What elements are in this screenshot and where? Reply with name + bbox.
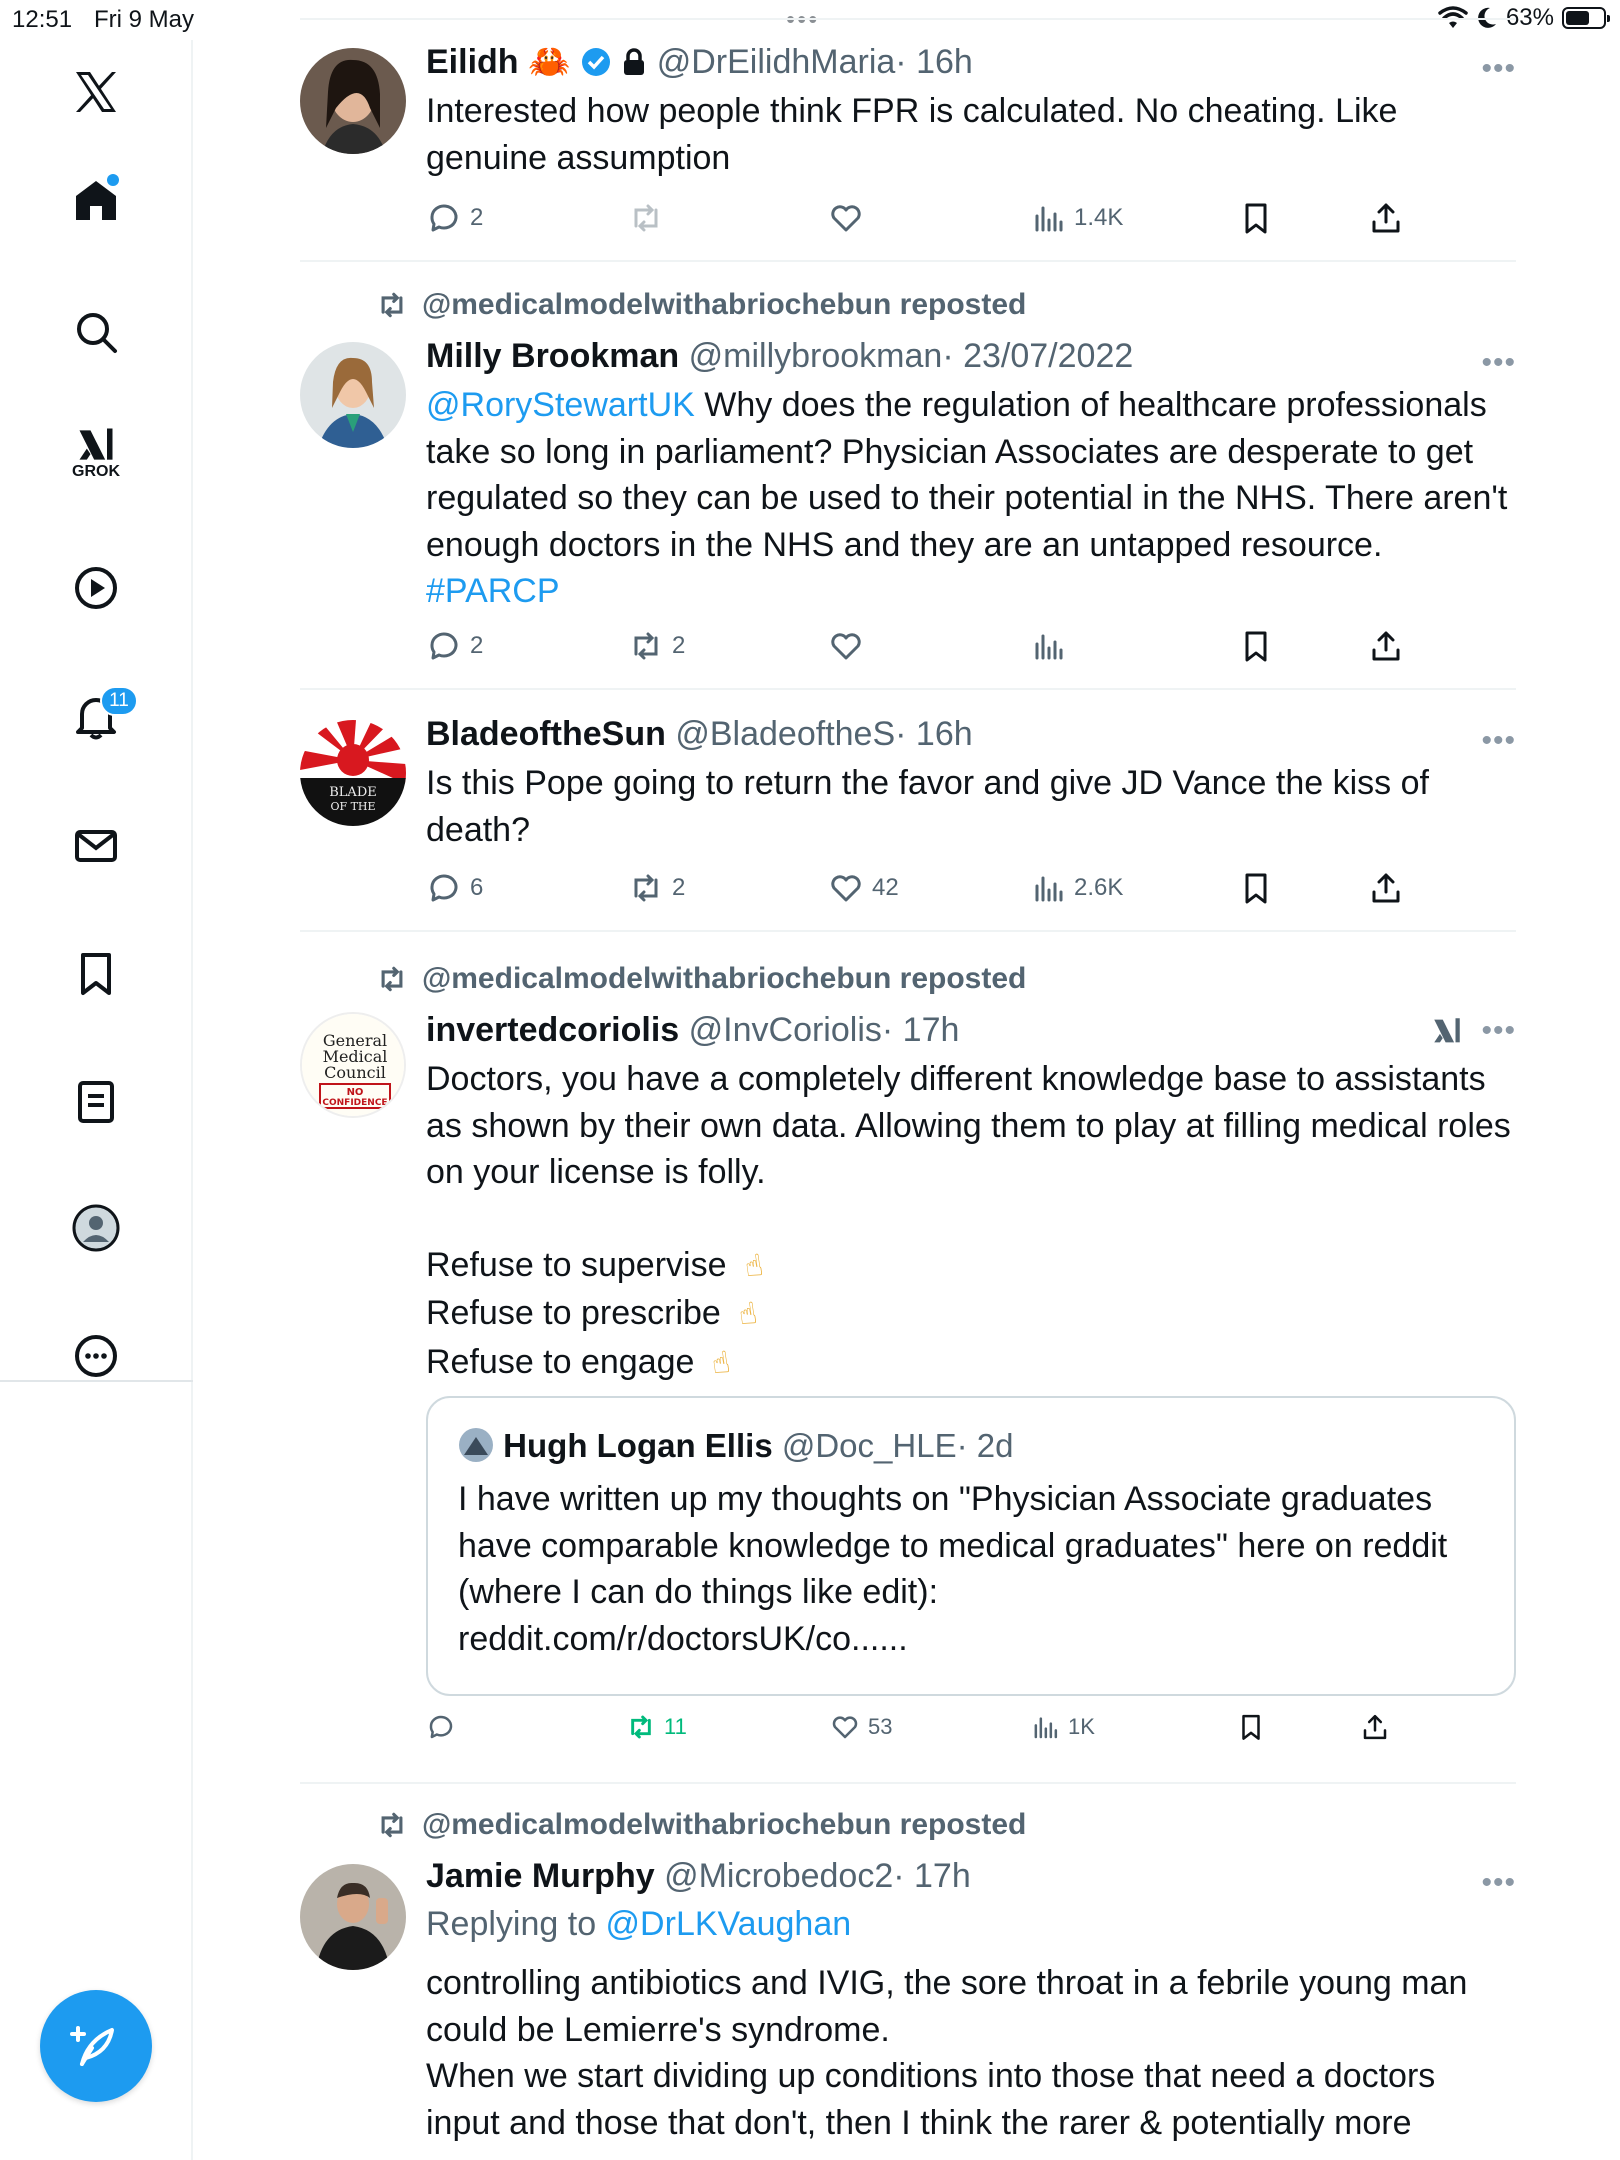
repost-button[interactable] bbox=[628, 870, 685, 906]
repost-icon bbox=[376, 289, 408, 321]
repost-button[interactable] bbox=[628, 200, 664, 236]
middle-finger-emoji: ☝ bbox=[710, 1345, 733, 1381]
post-text bbox=[426, 1960, 1516, 2146]
views-count: 2.6K bbox=[1074, 874, 1124, 901]
sidebar-divider bbox=[0, 1380, 193, 1382]
reply-icon bbox=[426, 628, 462, 664]
views-icon bbox=[1030, 1712, 1060, 1742]
nav-search[interactable] bbox=[56, 292, 136, 372]
repost-button[interactable] bbox=[626, 1712, 687, 1742]
repost-icon bbox=[628, 870, 664, 906]
like-count: 42 bbox=[872, 874, 899, 901]
post-time: · 16h bbox=[895, 43, 973, 81]
post-time: · 23/07/2022 bbox=[942, 337, 1134, 375]
list-line: Refuse to prescribe ☝ bbox=[426, 1290, 1516, 1339]
author-name[interactable]: invertedcoriolis bbox=[426, 1011, 680, 1049]
repost-label[interactable]: @medicalmodelwithabriochebun reposted bbox=[422, 1808, 1027, 1841]
replying-to-handle[interactable]: @DrLKVaughan bbox=[605, 1905, 852, 1943]
views-count: 1.4K bbox=[1074, 204, 1124, 231]
mail-icon bbox=[72, 822, 120, 870]
replying-to-prefix: Replying to bbox=[426, 1905, 606, 1943]
reply-icon bbox=[426, 1712, 456, 1742]
profile-avatar-icon bbox=[72, 1204, 120, 1252]
quote-text: I have written up my thoughts on "Physician Associate graduates have comparable knowledge to medical graduates" here on reddit (where I can do things like edit): bbox=[458, 1480, 1448, 1611]
repost-count: 2 bbox=[672, 874, 686, 901]
quote-header bbox=[458, 1424, 1484, 1468]
post-header bbox=[426, 1854, 1516, 1898]
nav-video[interactable] bbox=[56, 548, 136, 628]
post[interactable] bbox=[300, 262, 1516, 690]
avatar[interactable] bbox=[300, 720, 406, 826]
middle-finger-emoji: ☝ bbox=[736, 1296, 760, 1333]
post-header bbox=[426, 1008, 1516, 1052]
post-text-paragraph: controlling antibiotics and IVIG, the sore throat in a febrile young man could be Lemierre's syndrome. bbox=[426, 1964, 1468, 2049]
quoted-post[interactable] bbox=[426, 1396, 1516, 1696]
like-button[interactable] bbox=[828, 870, 899, 906]
avatar-text-line-5: CONFIDENCE bbox=[322, 1098, 388, 1108]
repost-icon bbox=[376, 1809, 408, 1841]
quote-link[interactable]: reddit.com/r/doctorsUK/co...... bbox=[458, 1619, 908, 1658]
author-name[interactable]: Jamie Murphy bbox=[426, 1857, 655, 1895]
verified-badge-icon bbox=[580, 46, 612, 78]
views-icon bbox=[1030, 870, 1066, 906]
views-icon bbox=[1030, 200, 1066, 236]
views-button[interactable] bbox=[1030, 870, 1123, 906]
author-handle[interactable]: @DrEilidhMaria bbox=[656, 43, 896, 81]
repost-icon bbox=[628, 200, 664, 236]
mention-link[interactable]: @RoryStewartUK bbox=[426, 386, 695, 424]
post[interactable] bbox=[300, 1784, 1516, 2160]
quote-author-name[interactable]: Hugh Logan Ellis bbox=[503, 1427, 773, 1464]
more-options-icon[interactable]: ••• bbox=[1481, 52, 1516, 85]
post-text: Doctors, you have a completely different knowledge base to assistants as shown by their own data. Allowing them to play at filling medical roles on your license is folly. bbox=[426, 1060, 1511, 1191]
share-icon bbox=[1360, 1712, 1390, 1742]
battery-icon bbox=[1562, 7, 1606, 29]
nav-grok[interactable] bbox=[56, 412, 136, 492]
list-line: Refuse to supervise ☝ bbox=[426, 1242, 1516, 1291]
post-actions bbox=[426, 628, 1516, 676]
share-button[interactable] bbox=[1360, 1712, 1390, 1742]
heart-icon bbox=[830, 1712, 860, 1742]
bookmark-button[interactable] bbox=[1238, 200, 1274, 236]
reply-count: 2 bbox=[470, 632, 484, 659]
post-text-body: Why does the regulation of healthcare professionals take so long in parliament? Physician Associates are desperate to get regulated so they can be used to their potential in the NHS. There aren't enough doctors in the NHS and they are an untapped resource. bbox=[426, 386, 1508, 564]
reply-count: 2 bbox=[470, 204, 484, 231]
avatar-text-line-4: NO bbox=[346, 1087, 364, 1098]
search-icon bbox=[72, 308, 120, 356]
status-time: 12:51 bbox=[12, 6, 73, 33]
avatar-rising-sun bbox=[300, 720, 406, 826]
post-header bbox=[426, 334, 1516, 378]
compose-post-button[interactable] bbox=[40, 1990, 152, 2102]
battery-percent: 63% bbox=[1505, 4, 1554, 31]
lock-icon bbox=[621, 47, 647, 77]
post-actions bbox=[426, 1712, 1516, 1760]
repost-button[interactable] bbox=[628, 628, 685, 664]
bookmark-icon bbox=[1238, 870, 1274, 906]
views-button[interactable] bbox=[1030, 200, 1123, 236]
x-logo-icon bbox=[72, 68, 120, 116]
more-options-icon[interactable]: ••• bbox=[1481, 1014, 1516, 1047]
avatar-text-1: BLADE bbox=[329, 785, 377, 800]
avatar-gmc-logo bbox=[302, 1014, 406, 1118]
x-logo[interactable] bbox=[56, 52, 136, 132]
avatar-photo bbox=[300, 48, 406, 154]
avatar[interactable] bbox=[300, 48, 406, 154]
nav-home[interactable] bbox=[56, 160, 136, 240]
heart-icon bbox=[828, 200, 864, 236]
post-time: · 17h bbox=[881, 1011, 960, 1049]
share-button[interactable] bbox=[1368, 628, 1404, 664]
reply-button[interactable] bbox=[426, 870, 483, 906]
nav-more[interactable] bbox=[56, 1316, 136, 1396]
bookmark-icon bbox=[1238, 628, 1274, 664]
notifications-badge: 11 bbox=[100, 686, 138, 716]
bookmark-button[interactable] bbox=[1238, 628, 1274, 664]
post-time: · 17h bbox=[893, 1857, 971, 1895]
more-options-icon[interactable]: ••• bbox=[1481, 1866, 1516, 1899]
middle-finger-emoji: ☝ bbox=[742, 1248, 765, 1284]
quote-time: · 2d bbox=[956, 1427, 1014, 1464]
like-count: 53 bbox=[868, 1714, 893, 1739]
avatar-text-line-3: Council bbox=[324, 1063, 386, 1082]
repost-label[interactable]: @medicalmodelwithabriochebun reposted bbox=[422, 962, 1027, 995]
post-header bbox=[426, 712, 1516, 756]
post[interactable] bbox=[300, 690, 1516, 932]
like-button[interactable] bbox=[830, 1712, 892, 1742]
reply-button[interactable] bbox=[426, 628, 483, 664]
replying-to bbox=[426, 1902, 1516, 1946]
post-text: Is this Pope going to return the favor and give JD Vance the kiss of death? bbox=[426, 764, 1429, 849]
post-actions bbox=[426, 870, 1516, 918]
repost-count: 11 bbox=[664, 1714, 687, 1739]
heart-icon bbox=[828, 870, 864, 906]
status-date: Fri 9 May bbox=[94, 6, 195, 33]
post-header bbox=[426, 40, 1516, 84]
repost-count: 2 bbox=[672, 632, 686, 659]
share-icon bbox=[1368, 628, 1404, 664]
share-button[interactable] bbox=[1368, 200, 1404, 236]
avatar-text-line-1: General bbox=[322, 1031, 388, 1050]
post-time: · 16h bbox=[895, 715, 973, 753]
home-unread-dot bbox=[107, 174, 119, 186]
avatar[interactable] bbox=[300, 1864, 406, 1970]
post-text-paragraph: When we start dividing up conditions into those that need a doctors input and those that don't, then I think the rarer & potentially more bbox=[426, 2057, 1436, 2142]
avatar-photo bbox=[300, 1864, 406, 1970]
nav-bookmarks[interactable] bbox=[56, 934, 136, 1014]
heart-icon bbox=[828, 628, 864, 664]
nav-lists[interactable] bbox=[56, 1062, 136, 1142]
repost-indicator bbox=[376, 288, 1026, 322]
grok-label: GROK bbox=[72, 463, 120, 480]
post[interactable] bbox=[300, 932, 1516, 1784]
repost-indicator bbox=[376, 962, 1026, 996]
more-options-icon[interactable]: ••• bbox=[1481, 724, 1516, 757]
bookmark-icon bbox=[1236, 1712, 1266, 1742]
list-line: Refuse to engage ☝ bbox=[426, 1339, 1516, 1388]
like-button[interactable] bbox=[828, 628, 864, 664]
author-handle[interactable]: @millybrookman bbox=[688, 337, 943, 375]
crab-emoji: 🦀 bbox=[528, 43, 571, 81]
bookmark-icon bbox=[72, 950, 120, 998]
avatar-text-line-2: Medical bbox=[322, 1047, 388, 1066]
grok-icon bbox=[72, 423, 120, 467]
grok-icon[interactable] bbox=[1430, 1014, 1464, 1048]
share-icon bbox=[1368, 200, 1404, 236]
avatar-text-2: OF THE bbox=[330, 800, 376, 813]
quote-author-handle[interactable]: @Doc_HLE bbox=[781, 1427, 957, 1464]
post-text bbox=[426, 382, 1516, 615]
reply-count: 6 bbox=[470, 874, 484, 901]
quote-avatar[interactable] bbox=[458, 1427, 494, 1463]
repost-icon bbox=[626, 1712, 656, 1742]
play-circle-icon bbox=[72, 564, 120, 612]
repost-label[interactable]: @medicalmodelwithabriochebun reposted bbox=[422, 288, 1027, 321]
bookmark-icon bbox=[1238, 200, 1274, 236]
reply-icon bbox=[426, 870, 462, 906]
reply-icon bbox=[426, 200, 462, 236]
author-name[interactable]: BladeoftheSun bbox=[426, 715, 666, 753]
author-handle[interactable]: @Microbedoc2 bbox=[664, 1857, 894, 1895]
post-list bbox=[426, 1242, 1516, 1388]
nav-profile[interactable] bbox=[56, 1188, 136, 1268]
post-actions bbox=[426, 200, 1516, 248]
author-handle[interactable]: @BladeoftheS bbox=[675, 715, 896, 753]
views-button[interactable] bbox=[1030, 628, 1066, 664]
author-name[interactable]: Eilidh bbox=[426, 43, 519, 81]
compose-feather-icon bbox=[68, 2018, 124, 2074]
author-handle[interactable]: @InvCoriolis bbox=[688, 1011, 882, 1049]
author-name[interactable]: Milly Brookman bbox=[426, 337, 680, 375]
reply-button[interactable] bbox=[426, 200, 483, 236]
post-text: Interested how people think FPR is calculated. No cheating. Like genuine assumption bbox=[426, 92, 1398, 177]
repost-indicator bbox=[376, 1808, 1026, 1842]
views-count: 1K bbox=[1068, 1714, 1095, 1739]
list-icon bbox=[72, 1078, 120, 1126]
more-circle-icon bbox=[72, 1332, 120, 1380]
avatar[interactable] bbox=[300, 1012, 406, 1118]
bookmark-button[interactable] bbox=[1236, 1712, 1266, 1742]
multitasking-dots-icon[interactable]: ••• bbox=[786, 4, 820, 34]
share-icon bbox=[1368, 870, 1404, 906]
reply-button[interactable] bbox=[426, 1712, 464, 1742]
views-icon bbox=[1030, 628, 1066, 664]
more-options-icon[interactable]: ••• bbox=[1481, 346, 1516, 379]
hashtag-link[interactable]: #PARCP bbox=[426, 572, 560, 610]
avatar[interactable] bbox=[300, 342, 406, 448]
views-button[interactable] bbox=[1030, 1712, 1095, 1742]
bookmark-button[interactable] bbox=[1238, 870, 1274, 906]
feed-top-divider bbox=[300, 18, 1516, 20]
avatar-photo bbox=[300, 342, 406, 448]
repost-icon bbox=[376, 963, 408, 995]
nav-messages[interactable] bbox=[56, 806, 136, 886]
like-button[interactable] bbox=[828, 200, 864, 236]
repost-icon bbox=[628, 628, 664, 664]
share-button[interactable] bbox=[1368, 870, 1404, 906]
post[interactable] bbox=[300, 30, 1516, 262]
